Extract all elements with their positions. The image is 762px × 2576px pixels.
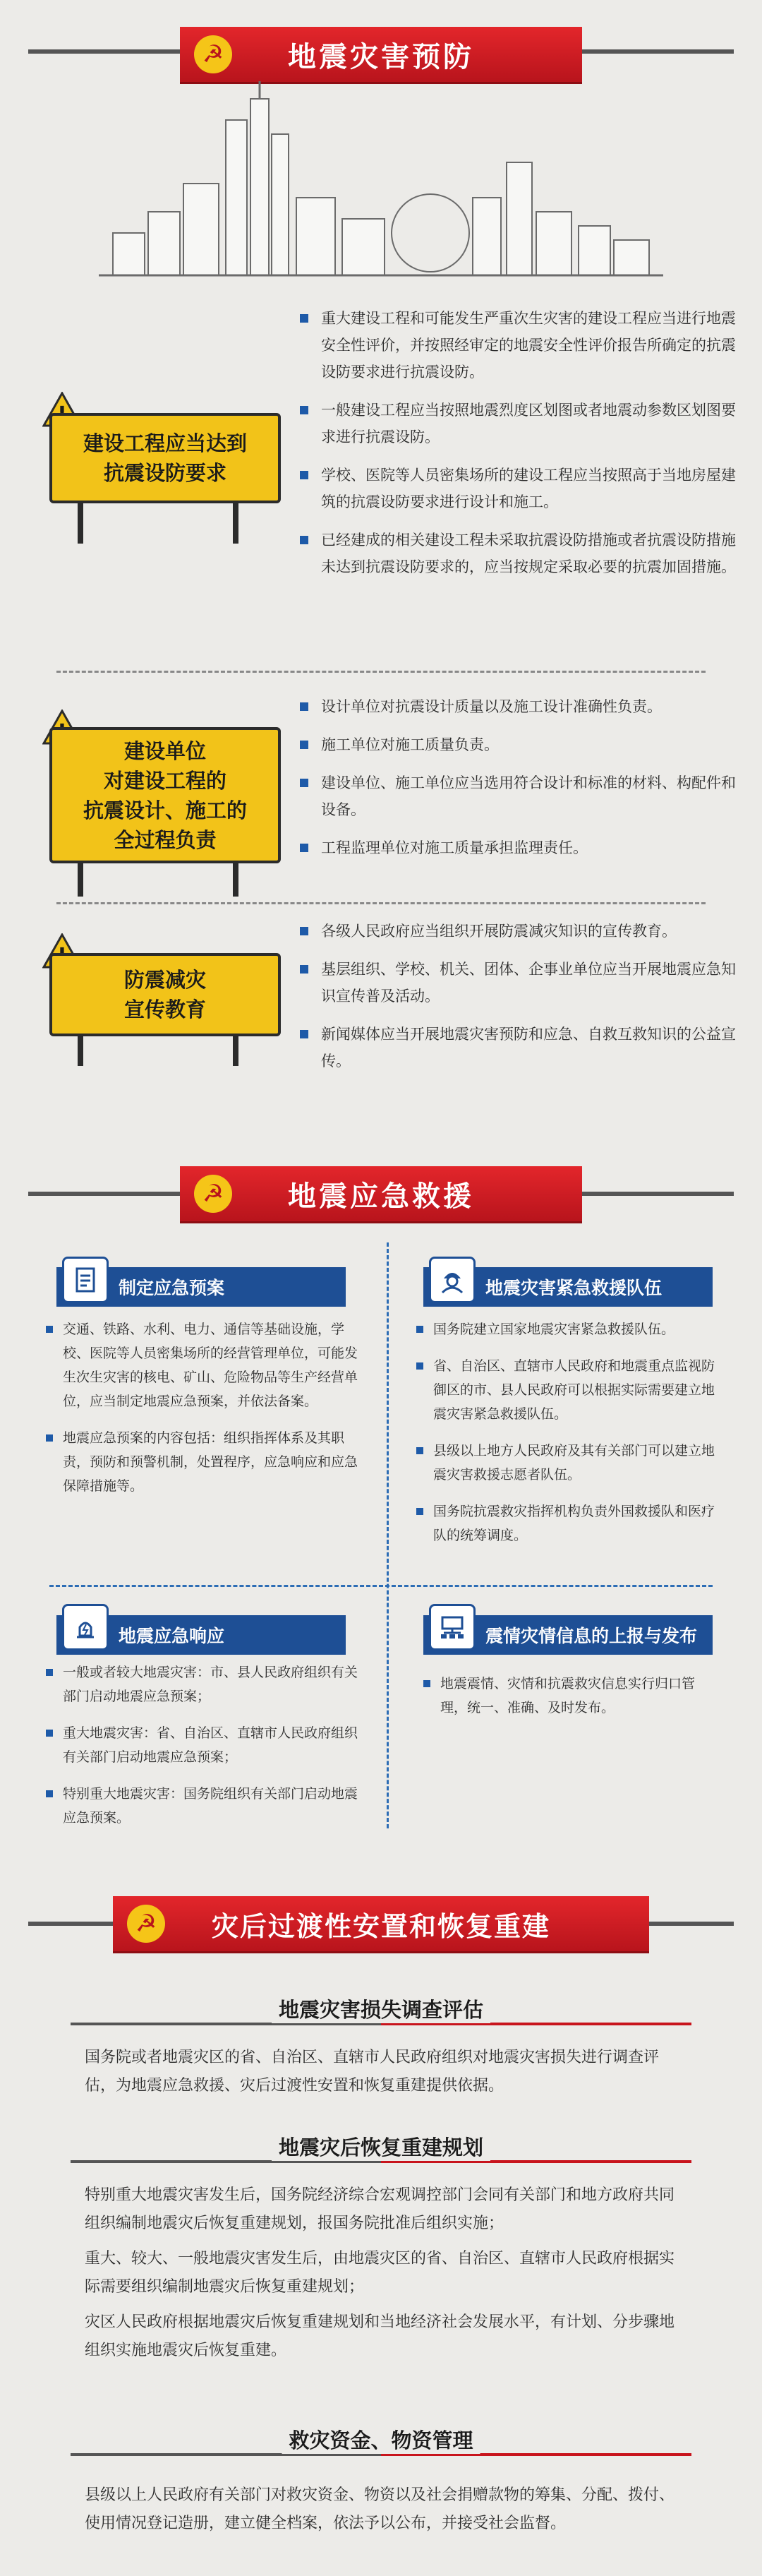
subsection-title: 地震灾害损失调查评估 [272, 1994, 490, 2023]
sign-line: 全过程负责 [114, 827, 217, 852]
list-item: 一般或者较大地震灾害：市、县人民政府组织有关部门启动地震应急预案； [46, 1660, 363, 1708]
bullet-list [416, 1317, 727, 1560]
list-item: 施工单位对施工质量负责。 [300, 731, 737, 758]
section1-title: 地震灾害预防 [288, 40, 474, 73]
sign-line: 防震减灾 [123, 968, 206, 992]
list-item: 新闻媒体应当开展地震灾害预防和应急、自救互救知识的公益宣传。 [300, 1021, 737, 1074]
list-item: 县级以上地方人民政府及其有关部门可以建立地震灾害救援志愿者队伍。 [416, 1439, 727, 1487]
list-item: 省、自治区、直辖市人民政府和地震重点监视防御区的市、县人民政府可以根据实际需要建立地震灾害紧急救援队伍。 [416, 1354, 727, 1426]
sign-line: 抗震设防要求 [103, 461, 226, 485]
list-item: 地震震情、灾情和抗震救灾信息实行归口管理，统一、准确、及时发布。 [423, 1672, 720, 1720]
party-emblem-icon: ☭ [194, 1175, 232, 1213]
bullet-list [300, 918, 737, 1086]
card-title: 震情灾情信息的上报与发布 [485, 1626, 698, 1646]
list-item: 基层组织、学校、机关、团体、企事业单位应当开展地震应急知识宣传普及活动。 [300, 956, 737, 1010]
divider [56, 902, 706, 904]
bullet-list [423, 1672, 720, 1732]
network-icon [429, 1604, 476, 1651]
bullet-list [300, 693, 737, 873]
subsection-title: 救灾资金、物资管理 [282, 2425, 480, 2454]
subsection-title: 地震灾后恢复重建规划 [272, 2132, 490, 2161]
list-item: 工程监理单位对施工质量承担监理责任。 [300, 834, 737, 861]
list-item: 建设单位、施工单位应当选用符合设计和标准的材料、构配件和设备。 [300, 769, 737, 823]
section2-title: 地震应急救援 [288, 1180, 474, 1213]
list-item: 已经建成的相关建设工程未采取抗震设防措施或者抗震设防措施未达到抗震设防要求的，应当按规定采取必要的抗震加固措施。 [300, 527, 737, 580]
paragraph: 特别重大地震灾害发生后，国务院经济综合宏观调控部门会同有关部门和地方政府共同组织编制地震灾后恢复重建规划，报国务院批准后组织实施； [85, 2186, 675, 2232]
party-emblem-icon: ☭ [127, 1905, 165, 1943]
list-item: 设计单位对抗震设计质量以及施工设计准确性负责。 [300, 693, 737, 720]
bullet-list [46, 1660, 363, 1843]
list-item: 各级人民政府应当组织开展防震减灾知识的宣传教育。 [300, 918, 737, 945]
list-item: 国务院建立国家地震灾害紧急救援队伍。 [416, 1317, 727, 1341]
section1-banner [180, 27, 582, 82]
divider [56, 671, 706, 673]
subsection-heading [71, 1994, 691, 2025]
list-item: 国务院抗震救灾指挥机构负责外国救援队和医疗队的统筹调度。 [416, 1499, 727, 1547]
paragraph: 国务院或者地震灾区的省、自治区、直辖市人民政府组织对地震灾害损失进行调查评估，为地震应急救援、灾后过渡性安置和恢复重建提供依据。 [85, 2049, 660, 2095]
sign-line: 宣传教育 [123, 998, 206, 1022]
divider [49, 1585, 713, 1587]
sign-line: 对建设工程的 [103, 768, 226, 793]
sign-line: 抗震设计、施工的 [83, 798, 247, 822]
list-item: 一般建设工程应当按照地震烈度区划图或者地震动参数区划图要求进行抗震设防。 [300, 397, 737, 450]
city-skyline-illustration [99, 78, 663, 289]
paragraph: 县级以上人民政府有关部门对救灾资金、物资以及社会捐赠款物的筹集、分配、拨付、使用情况登记造册，建立健全档案，依法予以公布，并接受社会监督。 [85, 2486, 675, 2532]
card-title: 地震应急响应 [119, 1626, 225, 1646]
list-item: 特别重大地震灾害：国务院组织有关部门启动地震应急预案。 [46, 1782, 363, 1830]
section2-banner [180, 1166, 582, 1221]
sign-line: 建设工程应当达到 [83, 431, 247, 455]
bullet-list [46, 1317, 363, 1511]
sign-line: 建设单位 [123, 738, 206, 763]
rescuer-icon [429, 1257, 476, 1303]
sign-board [49, 953, 281, 1036]
sign-board [49, 727, 281, 863]
card-title: 制定应急预案 [119, 1278, 225, 1298]
document-icon [62, 1257, 109, 1303]
divider [387, 1242, 389, 1828]
card-title: 地震灾害紧急救援队伍 [485, 1278, 663, 1298]
section3-title: 灾后过渡性安置和恢复重建 [211, 1910, 550, 1942]
subsection-heading [71, 2132, 691, 2163]
list-item: 重大建设工程和可能发生严重次生灾害的建设工程应当进行地震安全性评价，并按照经审定的地震安全性评价报告所确定的抗震设防要求进行抗震设防。 [300, 305, 737, 385]
list-item: 重大地震灾害：省、自治区、直辖市人民政府组织有关部门启动地震应急预案； [46, 1721, 363, 1769]
sign-board [49, 413, 281, 503]
bullet-list [300, 305, 737, 592]
list-item: 交通、铁路、水利、电力、通信等基础设施，学校、医院等人员密集场所的经营管理单位，可能发生次生灾害的核电、矿山、危险物品等生产经营单位，应当制定地震应急预案，并依法备案。 [46, 1317, 363, 1413]
paragraph: 重大、较大、一般地震灾害发生后，由地震灾区的省、自治区、直辖市人民政府根据实际需要组织编制地震灾后恢复重建规划； [85, 2250, 675, 2296]
subsection-heading [71, 2425, 691, 2456]
list-item: 学校、医院等人员密集场所的建设工程应当按照高于当地房屋建筑的抗震设防要求进行设计和施工。 [300, 462, 737, 515]
party-emblem-icon: ☭ [194, 35, 232, 73]
alarm-icon [62, 1604, 109, 1651]
section3-banner [113, 1896, 649, 1951]
paragraph: 灾区人民政府根据地震灾后恢复重建规划和当地经济社会发展水平，有计划、分步骤地组织实施地震灾后恢复重建。 [85, 2313, 675, 2359]
list-item: 地震应急预案的内容包括：组织指挥体系及其职责，预防和预警机制，处置程序，应急响应和应急保障措施等。 [46, 1426, 363, 1498]
